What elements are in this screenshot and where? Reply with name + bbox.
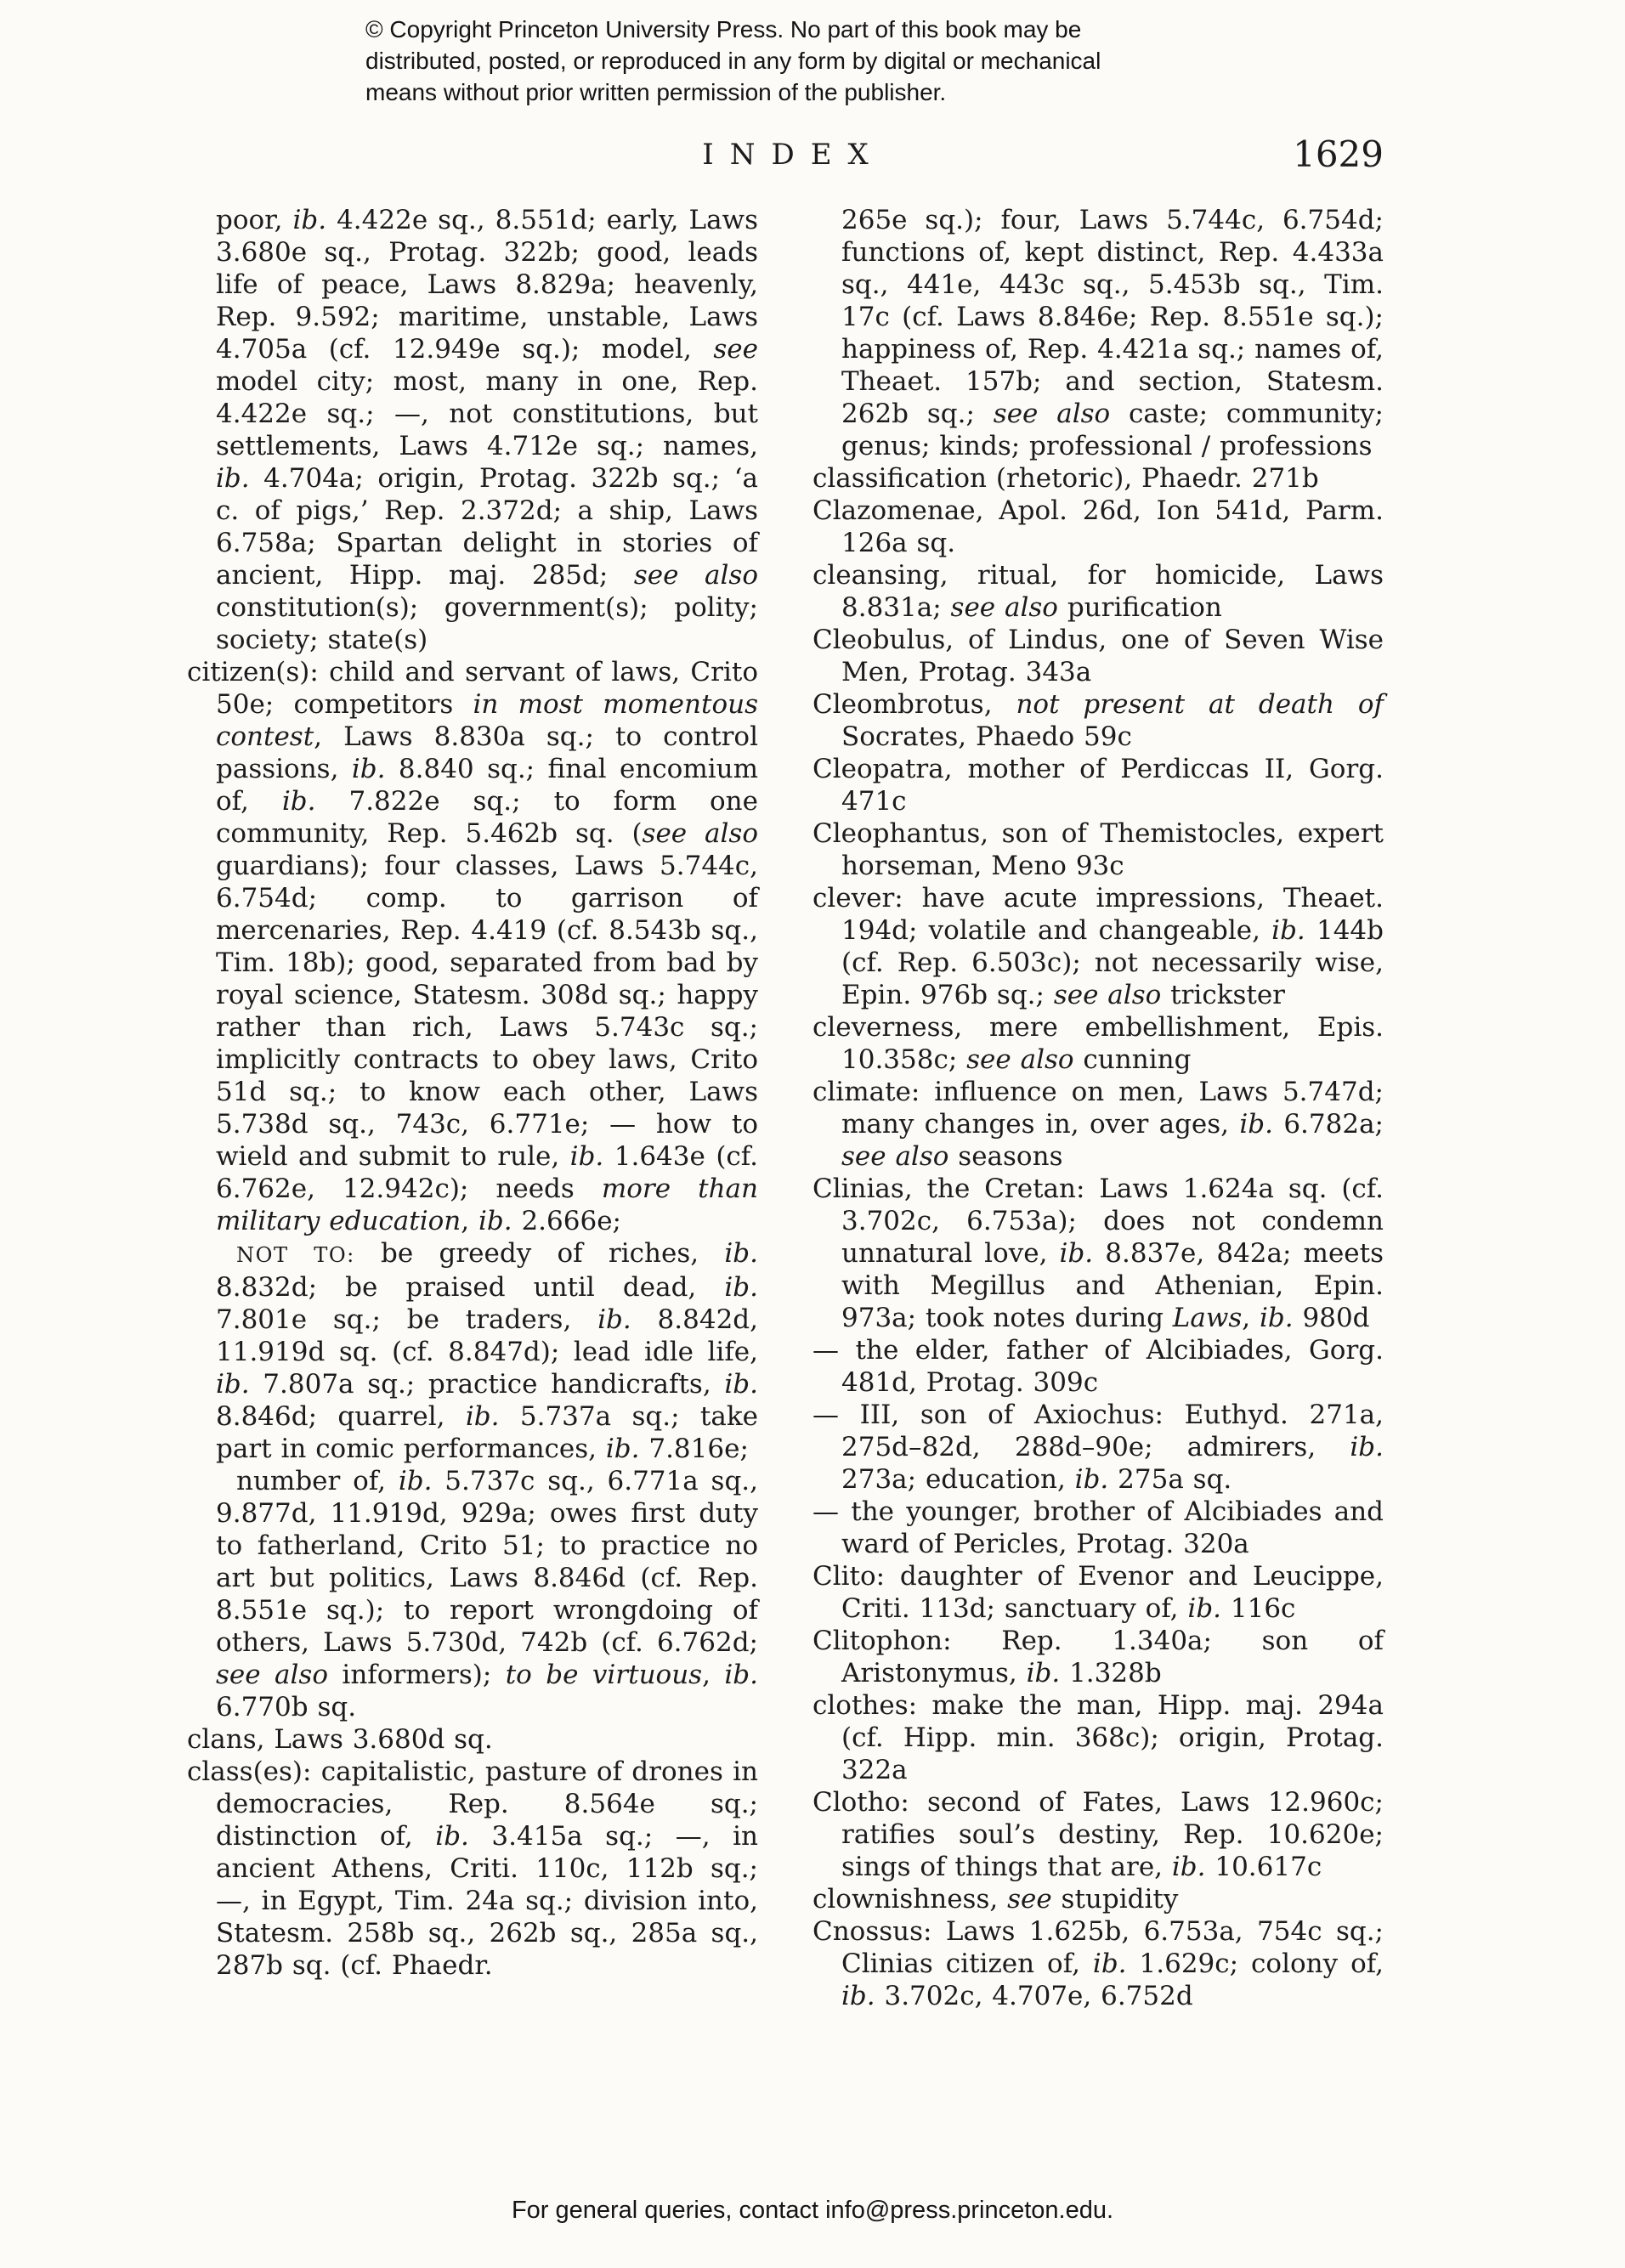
index-entry: Clotho: second of Fates, Laws 12.960c; ratifies soul’s destiny, Rep. 10.620e; sings of things that are, ib. 10.617c (812, 1787, 1384, 1882)
index-entry: 265e sq.); four, Laws 5.744c, 6.754d; functions of, kept distinct, Rep. 4.433a sq., 441e, 443c sq., 5.453b sq., Tim. 17c (cf. Laws 8.846e; Rep. 8.551e sq.); happiness of, Rep. 4.421a sq.; names of, Theaet. 157b; and section, Statesm. 262b sq.; see also caste; community; genus; kinds; professional / professions (841, 205, 1384, 461)
index-entry: cleansing, ritual, for homicide, Laws 8.831a; see also purification (812, 560, 1384, 623)
index-entry: clans, Laws 3.680d sq. (187, 1724, 493, 1755)
index-entry: cleverness, mere embellishment, Epis. 10.358c; see also cunning (812, 1012, 1384, 1075)
index-column-left (187, 204, 758, 2012)
index-entry: Cleophantus, son of Themistocles, expert horseman, Meno 93c (812, 818, 1384, 881)
copyright-notice (365, 14, 1101, 108)
index-entry: poor, ib. 4.422e sq., 8.551d; early, Laws 3.680e sq., Protag. 322b; good, leads life of peace, Laws 8.829a; heavenly, Rep. 9.592; maritime, unstable, Laws 4.705a (cf. 12.949e sq.); model, see model city; most, many in one, Rep. 4.422e sq.; —, not constitutions, but settlements, Laws 4.712e sq.; names, ib. 4.704a; origin, Protag. 322b sq.; ‘a c. of pigs,’ Rep. 2.372d; a ship, Laws 6.758a; Spartan delight in stories of ancient, Hipp. maj. 285d; see also constitution(s); government(s); polity; society; state(s) (216, 205, 759, 655)
page-header (187, 124, 1384, 173)
copyright-line: distributed, posted, or reproduced in any form by digital or mechanical (365, 48, 1101, 74)
index-entry: Cleopatra, mother of Perdiccas II, Gorg. 471c (812, 754, 1384, 817)
index-entry: Clinias, the Cretan: Laws 1.624a sq. (cf. 3.702c, 6.753a); does not condemn unnatural love, ib. 8.837e, 842a; meets with Megillus and Athenian, Epin. 973a; took notes during Laws, ib. 980d (812, 1174, 1384, 1333)
index-entry: — the elder, father of Alcibiades, Gorg. 481d, Protag. 309c (812, 1335, 1384, 1398)
copyright-line: means without prior written permission of the publisher. (365, 79, 947, 105)
index-entry: Clazomenae, Apol. 26d, Ion 541d, Parm. 126a sq. (812, 495, 1384, 558)
index-entry: classification (rhetoric), Phaedr. 271b (812, 463, 1319, 494)
index-entry: clever: have acute impressions, Theaet. 194d; volatile and changeable, ib. 144b (cf. Rep. 6.503c); not necessarily wise, Epin. 976b sq.; see also trickster (812, 883, 1384, 1010)
index-column-right (812, 204, 1384, 2012)
page-number: 1629 (1293, 133, 1384, 175)
footer-contact: For general queries, contact info@press.princeton.edu. (511, 2197, 1114, 2224)
index-entry: Cleombrotus, not present at death of Socrates, Phaedo 59c (812, 689, 1384, 752)
index-entry: clothes: make the man, Hipp. maj. 294a (cf. Hipp. min. 368c); origin, Protag. 322a (812, 1690, 1384, 1785)
index-entry: Cnossus: Laws 1.625b, 6.753a, 754c sq.; Clinias citizen of, ib. 1.629c; colony of, ib. 3.702c, 4.707e, 6.752d (812, 1916, 1384, 2011)
index-entry: NOT TO: be greedy of riches, ib. 8.832d; be praised until dead, ib. 7.801e sq.; be traders, ib. 8.842d, 11.919d sq. (cf. 8.847d); lead idle life, ib. 7.807a sq.; practice handicrafts, ib. 8.846d; quarrel, ib. 5.737a sq.; take part in comic performances, ib. 7.816e; (216, 1238, 758, 1464)
copyright-line: © Copyright Princeton University Press. No part of this book may be (365, 16, 1082, 42)
index-title: INDEX (702, 138, 885, 172)
index-entry: — the younger, brother of Alcibiades and ward of Pericles, Protag. 320a (812, 1496, 1384, 1559)
index-entry: number of, ib. 5.737c sq., 6.771a sq., 9.877d, 11.919d, 929a; owes first duty to fatherland, Crito 51; to practice no art but politics, Laws 8.846d (cf. Rep. 8.551e sq.); to report wrongdoing of others, Laws 5.730d, 742b (cf. 6.762d; see also informers); to be virtuous, ib. 6.770b sq. (216, 1466, 758, 1722)
index-entry: citizen(s): child and servant of laws, Crito 50e; competitors in most momentous contest, Laws 8.830a sq.; to control passions, ib. 8.840 sq.; final encomium of, ib. 7.822e sq.; to form one community, Rep. 5.462b sq. (see also guardians); four classes, Laws 5.744c, 6.754d; comp. to garrison of mercenaries, Rep. 4.419 (cf. 8.543b sq., Tim. 18b); good, separated from bad by royal science, Statesm. 308d sq.; happy rather than rich, Laws 5.743c sq.; implicitly contracts to obey laws, Crito 51d sq.; to know each other, Laws 5.738d sq., 743c, 6.771e; — how to wield and submit to rule, ib. 1.643e (cf. 6.762e, 12.942c); needs more than military education, ib. 2.666e; (187, 657, 758, 1236)
index-entry: Clitophon: Rep. 1.340a; son of Aristonymus, ib. 1.328b (812, 1626, 1384, 1688)
index-entry: Clito: daughter of Evenor and Leucippe, Criti. 113d; sanctuary of, ib. 116c (812, 1561, 1384, 1624)
index-columns (187, 204, 1384, 2012)
index-entry: clownishness, see stupidity (812, 1884, 1179, 1915)
index-entry: climate: influence on men, Laws 5.747d; many changes in, over ages, ib. 6.782a; see also seasons (812, 1077, 1384, 1172)
index-entry: class(es): capitalistic, pasture of drones in democracies, Rep. 8.564e sq.; distinction of, ib. 3.415a sq.; —, in ancient Athens, Criti. 110c, 112b sq.; —, in Egypt, Tim. 24a sq.; division into, Statesm. 258b sq., 262b sq., 285a sq., 287b sq. (cf. Phaedr. (187, 1756, 758, 1981)
index-entry: — III, son of Axiochus: Euthyd. 271a, 275d–82d, 288d–90e; admirers, ib. 273a; education, ib. 275a sq. (812, 1400, 1384, 1495)
index-entry: Cleobulus, of Lindus, one of Seven Wise Men, Protag. 343a (812, 625, 1384, 687)
